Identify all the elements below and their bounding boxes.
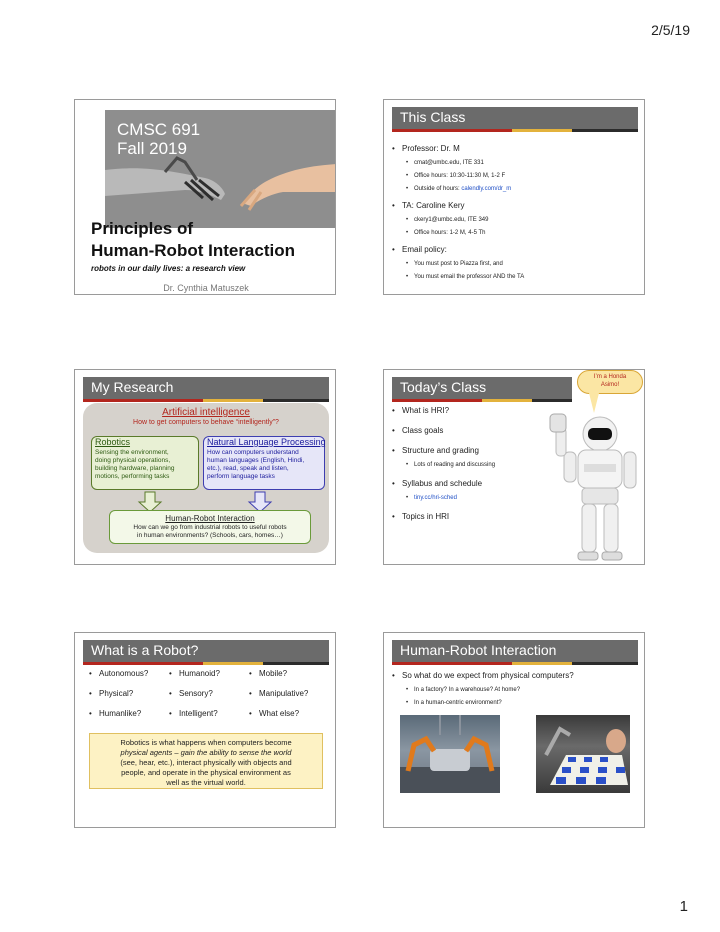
- definition-line: well as the virtual world.: [166, 778, 246, 787]
- nlp-line: perform language tasks: [207, 473, 275, 480]
- list-subitem: • In a human-centric environment?: [388, 699, 574, 707]
- bullet-list: [388, 136, 524, 281]
- grid-item: • What else?: [245, 709, 325, 729]
- nlp-line: How can computers understand: [207, 449, 299, 456]
- subitem-prefix: Outside of hours:: [414, 186, 462, 192]
- nlp-line: etc.), read, speak and listen,: [207, 465, 289, 472]
- title-line-1: Principles of: [91, 219, 194, 238]
- bubble-line: I’m a Honda: [593, 374, 627, 380]
- slide-title: This Class: [400, 109, 466, 125]
- list-subitem: • Office hours: 10:30-11:30 M, 1-2 F: [388, 172, 524, 180]
- robotics-line: Sensing the environment,: [95, 449, 169, 456]
- page-date: 2/5/19: [651, 22, 690, 38]
- grid-item: • Manipulative?: [245, 689, 325, 709]
- course-heading: [117, 120, 200, 158]
- slide-title: Human-Robot Interaction: [400, 642, 557, 658]
- hri-title: Human-Robot Interaction: [165, 514, 255, 523]
- list-item: • Email policy:: [388, 245, 524, 255]
- title-bar: [392, 377, 572, 399]
- nlp-title: Natural Language Processing: [207, 437, 326, 447]
- course-code: CMSC 691: [117, 120, 201, 139]
- slide-subtitle: robots in our daily lives: a research view: [91, 264, 246, 273]
- slide-title: What is a Robot?: [91, 642, 199, 658]
- robotics-line: building hardware, planning: [95, 465, 175, 472]
- list-subitem: • cmat@umbc.edu, ITE 331: [388, 159, 524, 167]
- nlp-line: human languages (English, Hindi,: [207, 457, 305, 464]
- author-name: Dr. Cynthia Matuszek: [163, 283, 249, 293]
- hri-line: in human environments? (Schools, cars, homes…): [137, 532, 283, 539]
- question-grid: [85, 669, 325, 729]
- bullet-list: [388, 398, 495, 522]
- list-item: • Professor: Dr. M: [388, 144, 524, 154]
- list-subitem: [388, 185, 524, 193]
- robotics-arrow-icon: [139, 492, 161, 512]
- calendly-link[interactable]: calendly.com/dr_m: [461, 186, 512, 192]
- list-subitem: • Office hours: 1-2 M, 4-5 Th: [388, 229, 524, 237]
- definition-line: people, and operate in the physical environment as: [121, 768, 291, 777]
- slide-this-class: [383, 99, 645, 295]
- title-bar: [83, 640, 329, 662]
- grid-row: [85, 709, 325, 729]
- grid-row: [85, 689, 325, 709]
- accent-stripe: [83, 662, 329, 665]
- definition-line: (see, hear, etc.), interact physically with objects and: [120, 758, 292, 767]
- list-item: • Topics in HRI: [388, 512, 495, 522]
- accent-stripe: [392, 129, 638, 132]
- ai-subtitle: How to get computers to behave “intelligently”?: [133, 419, 279, 426]
- slide-main-title: [91, 218, 295, 262]
- robotics-line: motions, performing tasks: [95, 473, 170, 480]
- grid-item: • Sensory?: [165, 689, 245, 709]
- definition-line: Robotics is what happens when computers become: [120, 738, 292, 747]
- list-subitem: • In a factory? In a warehouse? At home?: [388, 686, 574, 694]
- bullet-list: [388, 663, 574, 707]
- hri-line: How can we go from industrial robots to useful robots: [133, 524, 287, 531]
- list-subitem: • You must email the professor AND the TA: [388, 273, 524, 281]
- slide-my-research: [74, 369, 336, 565]
- list-item: • TA: Caroline Kery: [388, 201, 524, 211]
- nlp-arrow-icon: [249, 492, 271, 512]
- robotics-title: Robotics: [95, 437, 131, 447]
- definition-line: physical agents – gain the ability to sense the world: [120, 748, 292, 757]
- ai-title: Artificial intelligence: [162, 407, 250, 418]
- list-item: • So what do we expect from physical computers?: [388, 671, 574, 681]
- title-bar: [392, 640, 638, 662]
- slide-title: Today’s Class: [400, 379, 487, 395]
- slide-title: [74, 99, 336, 295]
- definition-box: [89, 733, 323, 789]
- list-subitem: • ckery1@umbc.edu, ITE 349: [388, 216, 524, 224]
- factory-robots-image: [400, 715, 500, 793]
- list-subitem: [388, 494, 495, 502]
- course-term: Fall 2019: [117, 139, 187, 158]
- schedule-link[interactable]: tiny.cc/hri-sched: [414, 495, 457, 501]
- asimo-robot-image: [544, 404, 644, 564]
- list-item: • Class goals: [388, 426, 495, 436]
- slide-title: My Research: [91, 379, 174, 395]
- slide-hri: [383, 632, 645, 828]
- grid-item: • Intelligent?: [165, 709, 245, 729]
- robotics-line: doing physical operations,: [95, 457, 171, 464]
- grid-item: • Mobile?: [245, 669, 325, 689]
- list-item: • Syllabus and schedule: [388, 479, 495, 489]
- slide-what-is-robot: [74, 632, 336, 828]
- list-subitem: • Lots of reading and discussing: [388, 461, 495, 469]
- grid-item: • Physical?: [85, 689, 165, 709]
- bubble-line: Asimo!: [600, 382, 620, 388]
- grid-item: • Humanlike?: [85, 709, 165, 729]
- list-item: • What is HRI?: [388, 406, 495, 416]
- hri-description: [111, 524, 309, 540]
- speech-bubble-text: [577, 373, 643, 389]
- chess-robot-image: [536, 715, 630, 793]
- list-subitem: • You must post to Piazza first, and: [388, 260, 524, 268]
- title-line-2: Human-Robot Interaction: [91, 241, 295, 260]
- grid-item: • Humanoid?: [165, 669, 245, 689]
- title-bar: [392, 107, 638, 129]
- list-item: • Structure and grading: [388, 446, 495, 456]
- grid-row: [85, 669, 325, 689]
- page-number: 1: [679, 898, 688, 915]
- speech-bubble-tail: [589, 393, 599, 413]
- slide-todays-class: [383, 369, 645, 565]
- grid-item: • Autonomous?: [85, 669, 165, 689]
